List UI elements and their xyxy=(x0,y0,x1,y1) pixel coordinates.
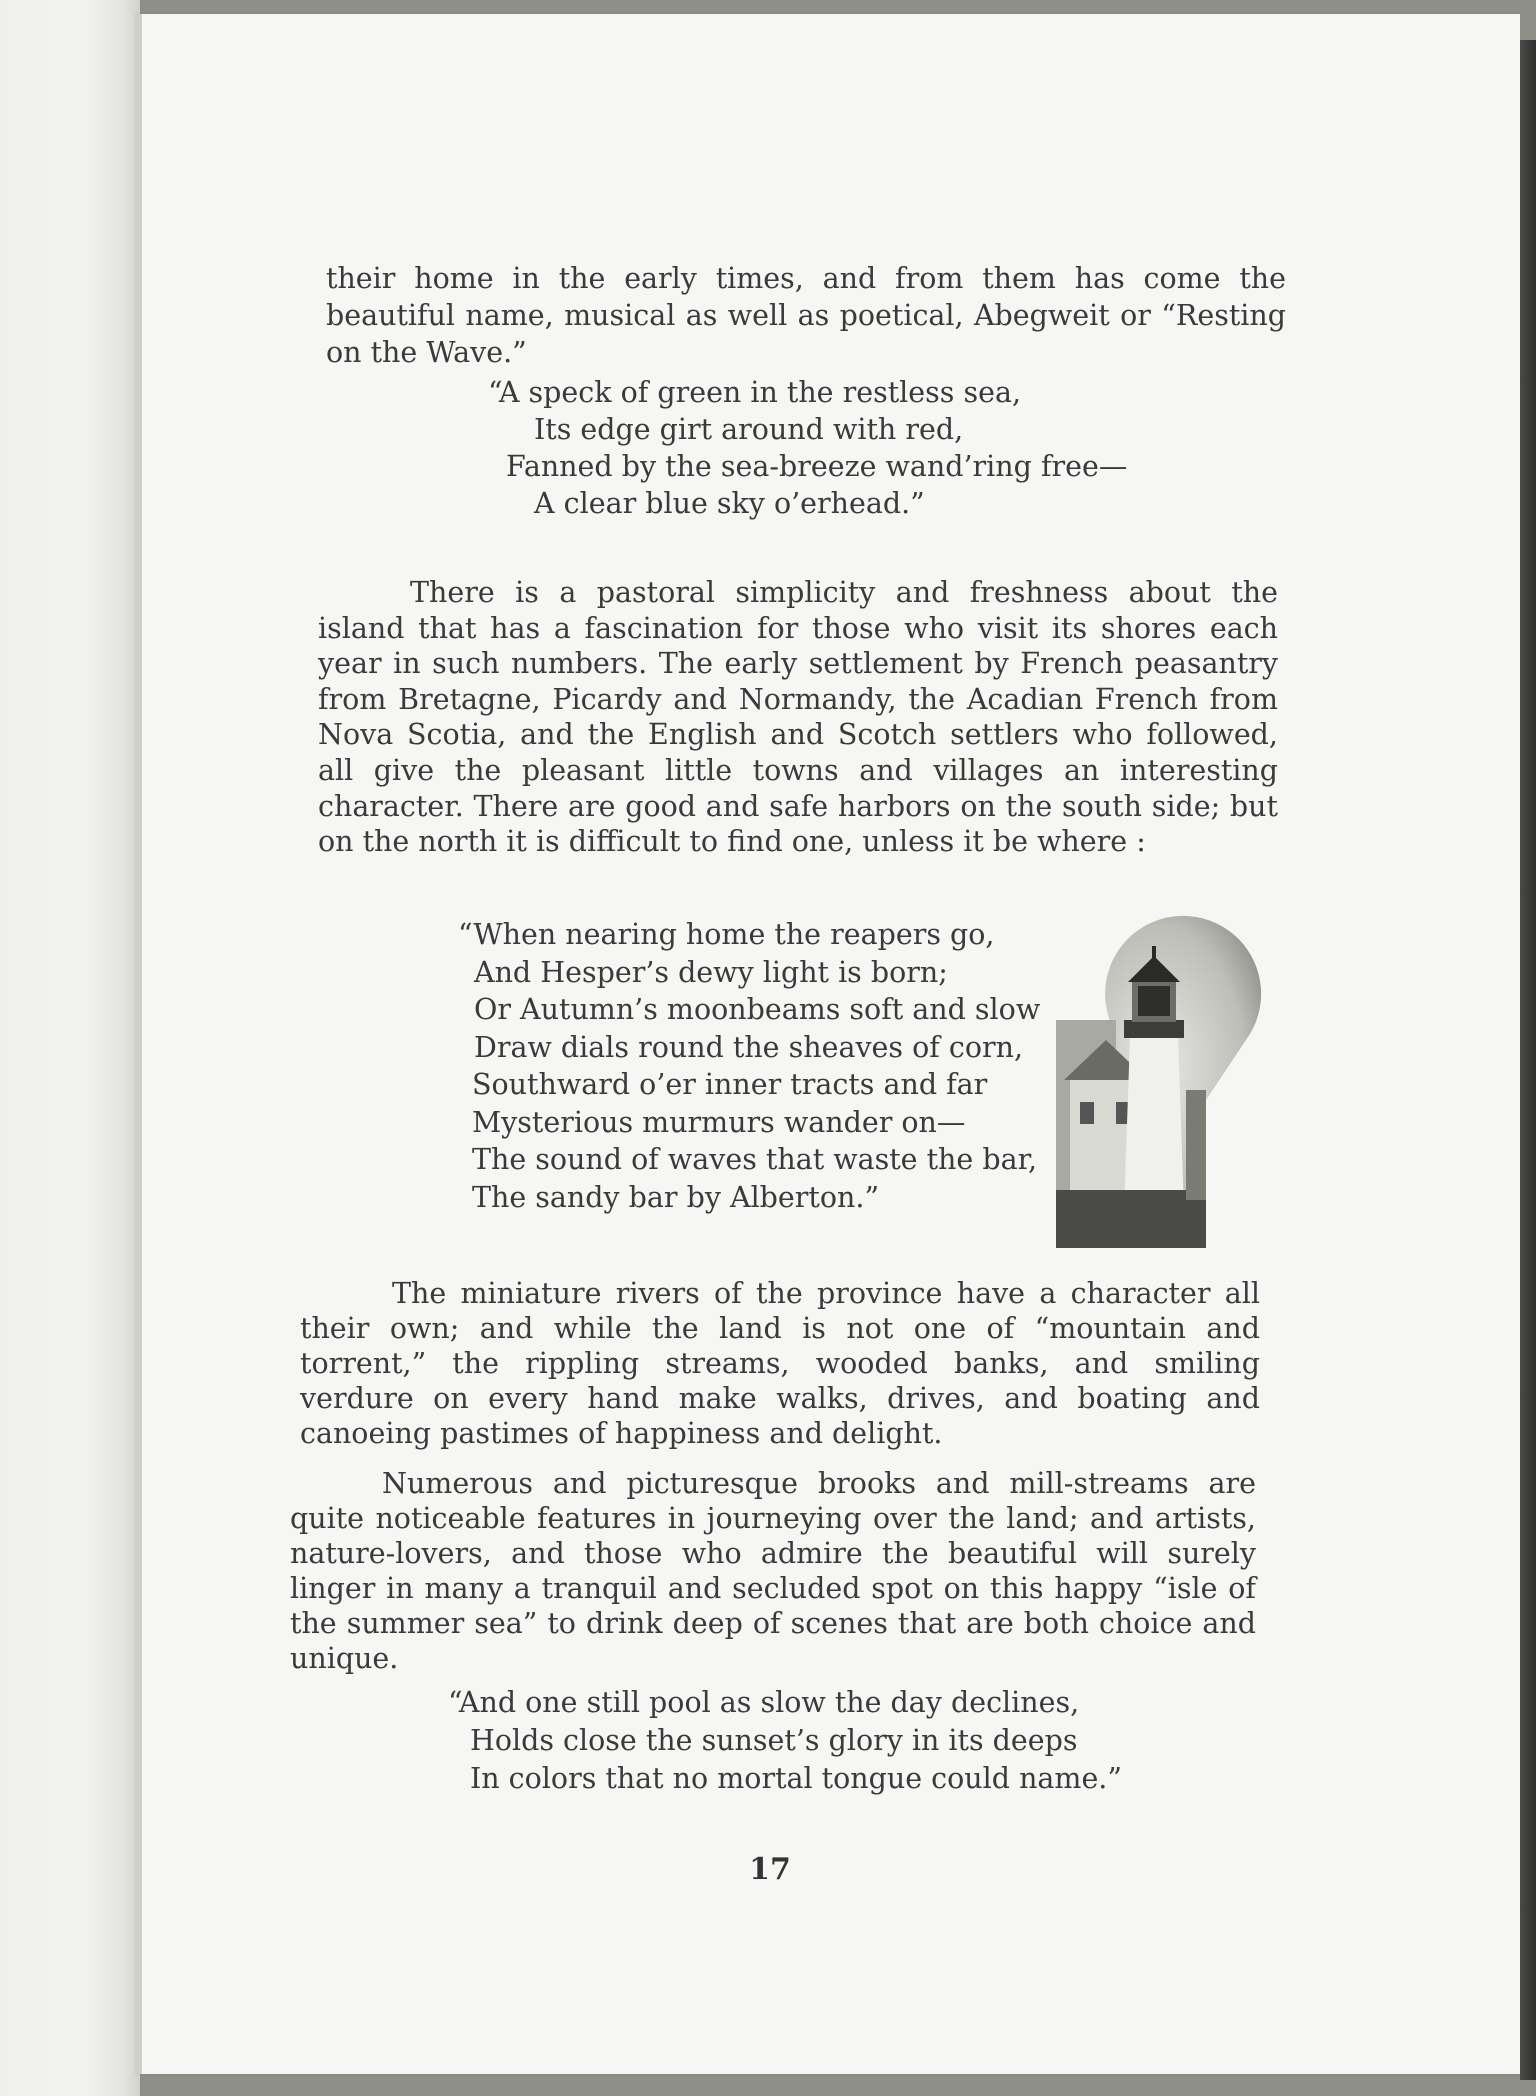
lighthouse-icon xyxy=(1056,890,1262,1248)
facing-page xyxy=(0,0,140,2096)
book-edge xyxy=(1520,40,1536,2080)
verse-line: Draw dials round the sheaves of corn, xyxy=(474,1030,1024,1064)
page-number: 17 xyxy=(749,1852,791,1887)
verse-line: Its edge girt around with red, xyxy=(534,413,964,446)
verse-line: Mysterious murmurs wander on— xyxy=(472,1105,966,1139)
paragraph-3: The miniature rivers of the province have a character all their own; and while the land is not one of “mountain and torrent,” the rippling streams, wooded banks, and smiling verdure on every hand make walks, drives, and boating and canoeing pastimes of happiness and delight. xyxy=(300,1277,1260,1450)
paragraph-1: their home in the early times, and from them has come the beautiful name, musical as well as poetical, Abegweit or “Resting on the Wave.” xyxy=(326,262,1286,369)
verse-line: “And one still pool as slow the day declines, xyxy=(448,1686,1080,1719)
verse-line: Or Autumn’s moonbeams soft and slow xyxy=(474,993,1041,1026)
verse-line: “When nearing home the reapers go, xyxy=(458,918,995,951)
verse-line: And Hesper’s dewy light is born; xyxy=(474,955,948,989)
verse-2 xyxy=(458,916,1040,1216)
verse-1 xyxy=(488,374,1127,522)
lighthouse-photo xyxy=(1056,890,1262,1248)
verse-line: The sound of waves that waste the bar, xyxy=(472,1143,1038,1176)
verse-3 xyxy=(448,1684,1122,1798)
gutter xyxy=(136,14,142,2074)
verse-line: Southward o’er inner tracts and far xyxy=(472,1068,988,1101)
verse-line: Holds close the sunset’s glory in its deeps xyxy=(470,1724,1078,1757)
verse-line: The sandy bar by Alberton.” xyxy=(472,1180,880,1214)
verse-line: “A speck of green in the restless sea, xyxy=(488,376,1022,409)
paragraph-4: Numerous and picturesque brooks and mill-streams are quite noticeable features in journeying over the land; and artists, nature-lovers, and those who admire the beautiful will surely linger in many a tranquil and secluded spot on this happy “isle of the summer sea” to drink deep of scenes that are both choice and unique. xyxy=(290,1467,1256,1675)
verse-line: In colors that no mortal tongue could name.” xyxy=(470,1762,1122,1795)
paragraph-2: There is a pastoral simplicity and freshness about the island that has a fascination for those who visit its shores each year in such numbers. The early settlement by French peasantry from Bretagne, Picardy and Normandy, the Acadian French from Nova Scotia, and the English and Scotch settlers who followed, all give the pleasant little towns and villages an interesting character. There are good and safe harbors on the south side; but on the north it is difficult to find one, unless it be where : xyxy=(318,576,1278,859)
verse-line: Fanned by the sea-breeze wand’ring free— xyxy=(506,450,1128,483)
verse-line: A clear blue sky o’erhead.” xyxy=(534,487,925,520)
